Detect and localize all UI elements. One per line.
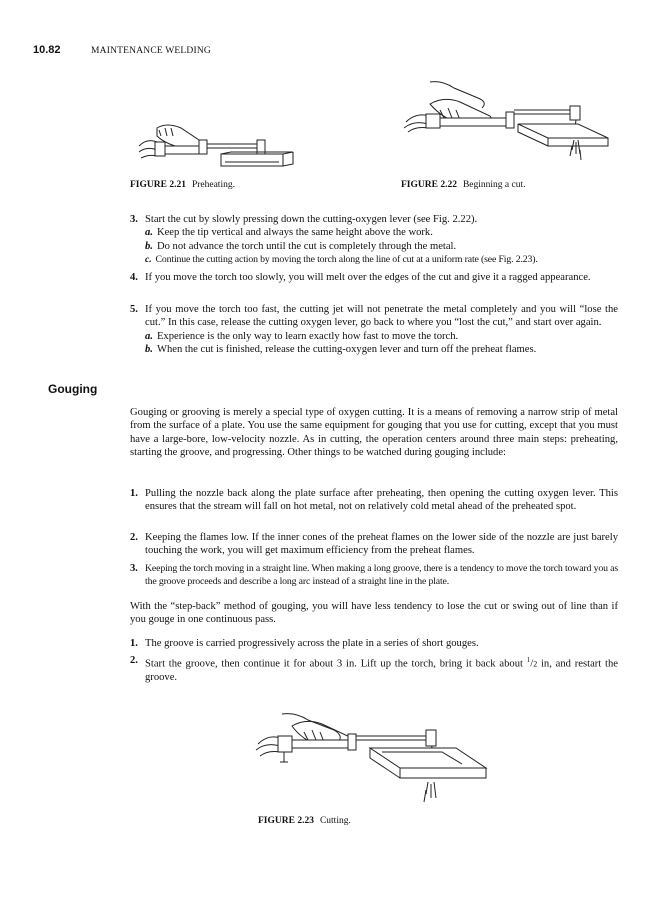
sub-item xyxy=(145,240,618,253)
list-number: 4. xyxy=(130,272,138,283)
list-text: Keeping the torch moving in a straight line. When making a long groove, there is a tendency to move the torch toward you as the groove proceeds and describe a long arc instead of a straight line in the plate. xyxy=(145,563,618,588)
figure-2-23-caption xyxy=(258,816,351,826)
list-item-cut-5 xyxy=(130,303,618,356)
sub-text: Continue the cutting action by moving the torch along the line of cut at a uniform rate (see Fig. 2.23). xyxy=(155,253,538,265)
sub-text: Keep the tip vertical and always the same height above the work. xyxy=(156,227,433,239)
figure-caption-text: Cutting. xyxy=(319,816,351,826)
list-text: Start the groove, then continue it for about 3 in. Lift up the torch, bring it back about $^1$/2 in, and restart the groove. xyxy=(145,656,618,683)
figure-label: FIGURE 2.21 xyxy=(130,180,186,190)
list-text-part: in, and restart the groove. xyxy=(145,658,618,683)
figure-2-21-illustration xyxy=(135,118,305,178)
list-number: 3. xyxy=(130,214,138,225)
list-number: 1. xyxy=(130,488,138,499)
list-item-stepback-1 xyxy=(130,637,618,650)
list-number: 3. xyxy=(130,563,138,574)
figure-2-22-caption xyxy=(401,180,525,190)
fraction-numerator: 1 xyxy=(526,656,531,664)
sub-text: Do not advance the torch until the cut is completely through the metal. xyxy=(156,240,457,252)
page-number: 10.82 xyxy=(33,44,61,56)
sub-text: Experience is the only way to learn exactly how fast to move the torch. xyxy=(156,330,459,342)
list-text: The groove is carried progressively across the plate in a series of short gouges. xyxy=(145,638,479,649)
fraction-denominator: 2 xyxy=(533,659,538,669)
list-text-part: Start the groove, then continue it for about 3 in. Lift up the torch, bring it back about xyxy=(145,658,527,670)
sub-letter: b. xyxy=(145,240,153,252)
sub-letter: a. xyxy=(145,330,153,342)
section-heading: Gouging xyxy=(48,382,98,396)
list-item-gouge-2 xyxy=(130,531,618,558)
figure-2-21-caption xyxy=(130,180,235,190)
list-item-gouge-1 xyxy=(130,487,618,514)
list-item-cut-3 xyxy=(130,213,618,266)
list-item-cut-4 xyxy=(130,271,618,284)
list-item-stepback-2 xyxy=(130,654,618,684)
list-text: If you move the torch too fast, the cutting jet will not penetrate the metal completely and you will “lose the cut.” In this case, release the cutting oxygen lever, go back to where you “lost the cut,” and start over again. xyxy=(145,304,618,329)
figure-caption-text: Beginning a cut. xyxy=(462,180,526,190)
list-number: 5. xyxy=(130,304,138,315)
sub-letter: b. xyxy=(145,343,153,355)
running-title: MAINTENANCE WELDING xyxy=(91,46,211,56)
list-text: Keeping the flames low. If the inner cones of the preheat flames on the lower side of the nozzle are just barely touching the work, you will get maximum efficiency from the preheat flames. xyxy=(145,532,618,557)
figure-caption-text: Preheating. xyxy=(191,180,235,190)
list-text: Start the cut by slowly pressing down the cutting-oxygen lever (see Fig. 2.22). xyxy=(145,214,478,225)
sub-item xyxy=(145,226,618,239)
figure-2-23-illustration xyxy=(252,712,492,812)
list-number: 2. xyxy=(130,532,138,543)
sub-letter: c. xyxy=(145,253,152,265)
sub-text: When the cut is finished, release the cutting-oxygen lever and turn off the preheat flames. xyxy=(156,343,537,355)
figure-2-22-illustration xyxy=(400,80,620,175)
sub-item xyxy=(145,343,618,356)
step-back-paragraph: With the “step-back” method of gouging, you will have less tendency to lose the cut or swing out of line than if you gouge in one continuous pass. xyxy=(130,601,618,626)
list-text: Pulling the nozzle back along the plate surface after preheating, then opening the cutting oxygen lever. This ensures that the stream will fall on hot metal, not on relatively cold metal ahead of the preheated spot. xyxy=(145,488,618,513)
sub-letter: a. xyxy=(145,227,153,239)
sub-item xyxy=(145,253,618,266)
gouging-intro-paragraph: Gouging or grooving is merely a special type of oxygen cutting. It is a means of removing a narrow strip of metal from the surface of a plate. You use the same equipment for gouging that you use for cutting, except that you must have a large-bore, low-velocity nozzle. As in cutting, the operation centers around three main steps: preheating, starting the groove, and progressing. Other things to be watched during gouging include: xyxy=(130,407,618,458)
figure-label: FIGURE 2.22 xyxy=(401,180,457,190)
list-text: If you move the torch too slowly, you will melt over the edges of the cut and give it a ragged appearance. xyxy=(145,272,591,283)
list-number: 2. xyxy=(130,655,138,666)
sub-item xyxy=(145,330,618,343)
figure-label: FIGURE 2.23 xyxy=(258,816,314,826)
list-number: 1. xyxy=(130,638,138,649)
list-item-gouge-3 xyxy=(130,562,618,589)
